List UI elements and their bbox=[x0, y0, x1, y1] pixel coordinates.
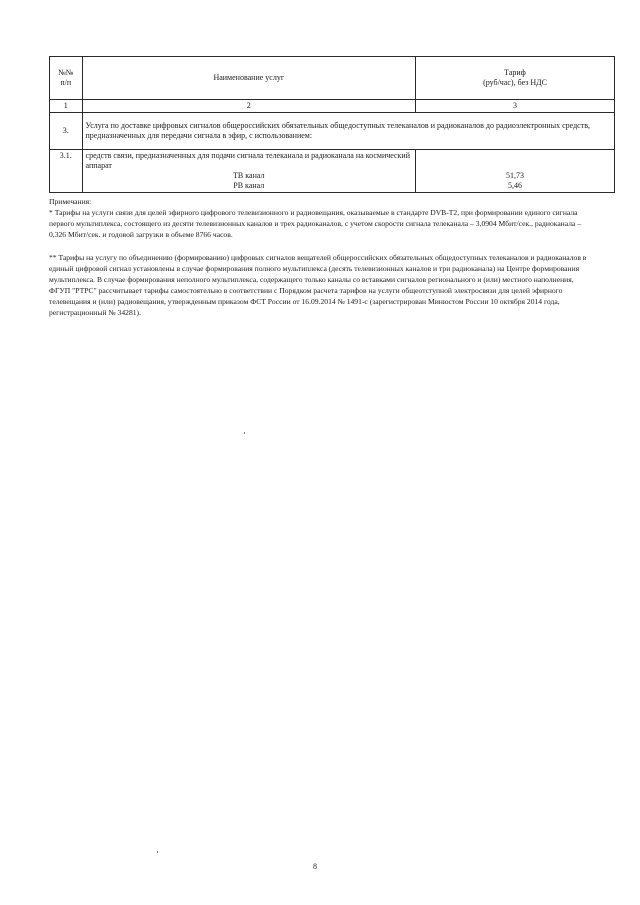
tariff-table bbox=[49, 56, 615, 193]
index-cell-1: 1 bbox=[50, 100, 83, 113]
header-name-cell: Наименование услуг bbox=[82, 57, 416, 100]
service-name-cell: Услуга по доставке цифровых сигналов общероссийских обязательных общедоступных телеканалов и радиоканалов до радиоэлектронных средств, предназначенных для передачи сигнала в эфир, с использованием: bbox=[82, 113, 614, 150]
tariff-value-tv: 51,73 bbox=[506, 171, 525, 180]
table-row-subservice bbox=[50, 150, 615, 193]
scan-speck bbox=[157, 851, 158, 853]
table-header-row bbox=[50, 57, 615, 100]
tariff-value-radio: 5,46 bbox=[508, 181, 523, 190]
table-index-row bbox=[50, 100, 615, 113]
scan-speck bbox=[244, 432, 245, 434]
channel-label-radio: РВ канал bbox=[233, 181, 265, 190]
index-cell-3: 3 bbox=[416, 100, 615, 113]
header-tariff-cell: Тариф (руб/час), без НДС bbox=[416, 57, 615, 100]
service-num-cell: 3. bbox=[50, 113, 83, 150]
subservice-name: средств связи, предназначенных для подачи сигнала телеканала и радиоканала на космический аппарат bbox=[85, 151, 410, 170]
notes-section bbox=[49, 196, 589, 318]
notes-heading: Примечания: bbox=[49, 197, 92, 206]
index-cell-2: 2 bbox=[82, 100, 416, 113]
header-num-cell: №№ п/п bbox=[50, 57, 83, 100]
table-row-service bbox=[50, 113, 615, 150]
page-number: 8 bbox=[313, 862, 317, 871]
note-single-star: * Тарифы на услуги связи для целей эфирного цифрового телевизионного и радиовещания, оказываемые в стандарте DVB-T2, при формировании единого сигнала первого мультиплекса, состоящего из десяти телевизионных каналов и трех радиоканалов, с учетом скорости сигнала телеканала – 3,0904 Мбит/сек., радиоканала – 0,326 Мбит/сек. и годовой загрузки в объеме 8766 часов. bbox=[49, 208, 582, 239]
note-double-star: ** Тарифы на услугу по объединению (формированию) цифровых сигналов вещателей общероссийских обязательных общедоступных телеканалов и радиоканалов в единый цифровой сигнал установлены в случае формирования полного мультиплекса (десять телевизионных каналов и три радиоканала) на Центре формирования мультиплекса. В случае формирования неполного мультиплекса, содержащего только каналы со вставками сигналов регионального и (или) местного наполнения, ФГУП "РТРС" рассчитывает тарифы самостоятельно в соответствии с Порядком расчета тарифов на услуги общеотступной электросвязи для целей эфирного телевещания и (или) радиовещания, утвержденным приказом ФСТ России от 16.09.2014 № 1491-с (зарегистрирован Минюстом России 10 октября 2014 года, регистрационный № 34281). bbox=[49, 253, 587, 317]
subservice-num-cell: 3.1. bbox=[50, 150, 83, 193]
channel-label-tv: ТВ канал bbox=[233, 171, 265, 180]
subservice-tariff-cell bbox=[416, 150, 615, 193]
subservice-name-cell bbox=[82, 150, 416, 193]
